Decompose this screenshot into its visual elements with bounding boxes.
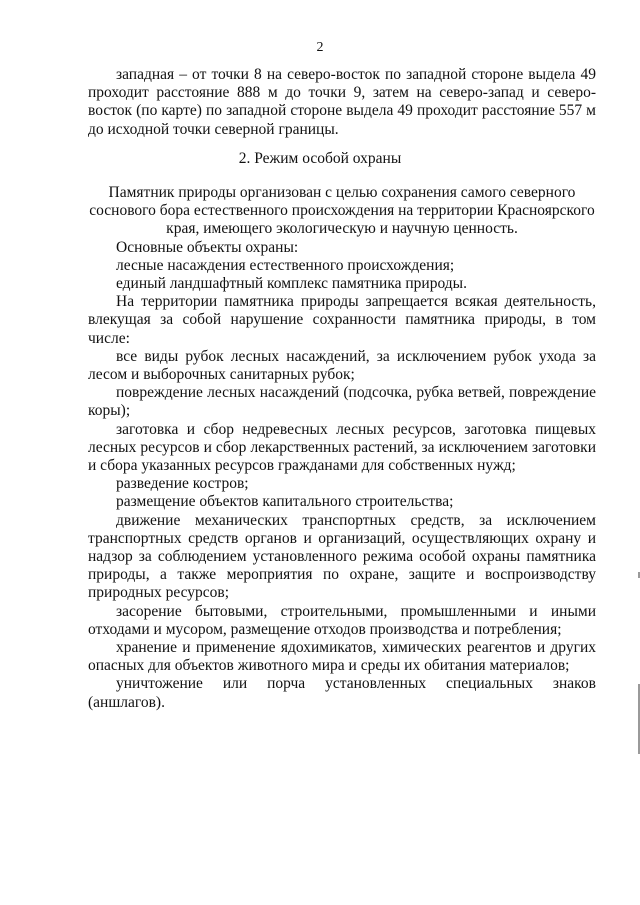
section-heading: 2. Режим особой охраны <box>238 150 402 167</box>
list-item-signs: уничтожение или порча установленных специальных знаков (аншлагов). <box>88 675 596 711</box>
list-item-bonfires: разведение костров; <box>116 475 249 493</box>
paragraph-prohibitions-intro: На территории памятника природы запрещается всякая деятельность, влекущая за собой нарушение сохранности памятника природы, в том числе: <box>88 293 596 347</box>
list-item-littering: засорение бытовыми, строительными, промышленными и иными отходами и мусором, размещение отходов производства и потребления; <box>88 602 596 638</box>
paragraph-object-forests: лесные насаждения естественного происхождения; <box>116 256 455 274</box>
page-number: 2 <box>316 40 324 55</box>
list-item-vehicles: движение механических транспортных средств, за исключением транспортных средств органов и организаций, осуществляющих охрану и надзор за соблюдением установленного режима особой охраны памятника природы, а также мероприятия по охране, защите и воспроизводству природных ресурсов; <box>88 511 596 602</box>
list-item-logging: все виды рубок лесных насаждений, за исключением рубок ухода за лесом и выборочных санитарных рубок; <box>88 347 596 384</box>
list-item-harvesting: заготовка и сбор недревесных лесных ресурсов, заготовка пищевых лесных ресурсов и сбор лекарственных растений, за исключением заготовки и сбора указанных ресурсов гражданами для собственных нужд; <box>88 420 596 475</box>
paragraph-purpose: Памятник природы организован с целью сохранения самого северного соснового бора естественного происхождения на территории Красноярского края, имеющего экологическую и научную ценность. <box>89 184 595 238</box>
paragraph-objects-heading: Основные объекты охраны: <box>116 238 299 256</box>
main-text-block <box>88 184 596 712</box>
intro-paragraph: западная – от точки 8 на северо-восток по западной стороне выдела 49 проходит расстояние 888 м до точки 9, затем на северо-запад и северо-восток (по карте) по западной стороне выдела 49 проходит расстояние 557 м до исходной точки северной границы. <box>88 66 596 138</box>
list-item-chemicals: хранение и применение ядохимикатов, химических реагентов и других опасных для объектов животного мира и среды их обитания материалов; <box>88 639 596 675</box>
paragraph-object-landscape: единый ландшафтный комплекс памятника природы. <box>116 275 467 293</box>
intro-block <box>88 66 596 139</box>
list-item-damage: повреждение лесных насаждений (подсочка, рубка ветвей, повреждение коры); <box>88 384 596 420</box>
list-item-construction: размещение объектов капитального строительства; <box>116 493 454 511</box>
